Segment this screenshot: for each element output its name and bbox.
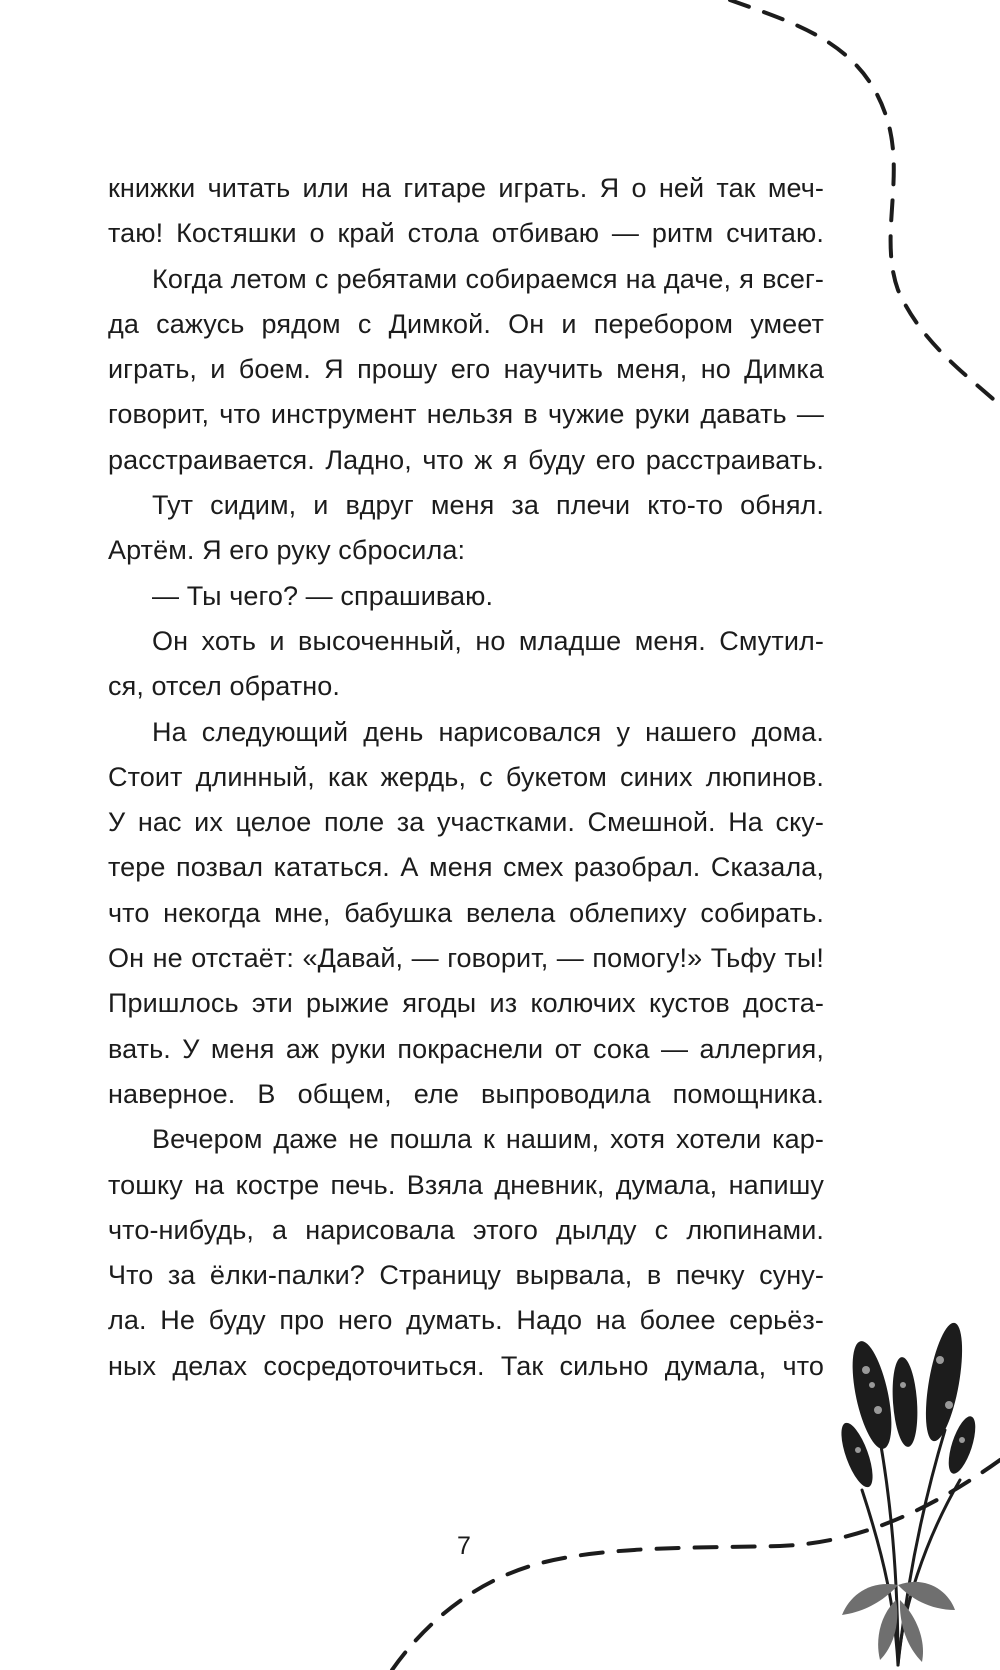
text-line: расстраивается. Ладно, что ж я буду его расстраивать. [108,444,824,475]
text-line: ся, отсел обратно. [108,671,340,702]
text-line: да сажусь рядом с Димкой. Он и перебором умеет [108,308,824,339]
text-line: что-нибудь, а нарисовала этого дылду с люпинами. [108,1214,824,1245]
text-line: — Ты чего? — спрашиваю. [152,580,494,611]
text-line: Он хоть и высоченный, но младше меня. Смутил- [152,625,824,656]
text-line: что некогда мне, бабушка велела облепиху собирать. [108,897,824,928]
text-line: тошку на костре печь. Взяла дневник, думала, напишу [108,1169,824,1200]
body-text [108,166,824,1389]
text-line: ла. Не буду про него думать. Надо на более серьёз- [108,1305,824,1336]
text-line: Пришлось эти рыжие ягоды из колючих кустов доста- [108,988,824,1019]
text-line: вать. У меня аж руки покраснели от сока — аллергия, [108,1033,824,1064]
text-line: Стоит длинный, как жердь, с букетом синих люпинов. [108,761,824,792]
text-line: наверное. В общем, еле выпроводила помощника. [108,1078,824,1109]
text-line: Артём. Я его руку сбросила: [108,535,466,566]
text-line: ных делах сосредоточиться. Так сильно думала, что [108,1350,824,1381]
text-line: Вечером даже не пошла к нашим, хотя хотели кар- [152,1124,824,1155]
text-line: таю! Костяшки о край стола отбиваю — ритм считаю. [108,218,824,249]
text-line: играть, и боем. Я прошу его научить меня, но Димка [108,354,824,385]
text-line: Когда летом с ребятами собираемся на даче, я всег- [152,263,824,294]
text-line: Тут сидим, и вдруг меня за плечи кто-то обнял. [152,490,824,521]
text-line: тере позвал кататься. А меня смех разобрал. Сказала, [108,852,824,883]
text-line: говорит, что инструмент нельзя в чужие руки давать — [108,399,824,430]
text-line: У нас их целое поле за участками. Смешной. На ску- [108,807,824,838]
text-line: Что за ёлки-палки? Страницу вырвала, в печку суну- [108,1260,824,1291]
page-number: 7 [457,1532,471,1560]
text-line: книжки читать или на гитаре играть. Я о ней так меч- [108,173,824,203]
text-line: На следующий день нарисовался у нашего дома. [152,716,824,747]
text-line: Он не отстаёт: «Давай, — говорит, — помогу!» Тьфу ты! [108,943,824,974]
